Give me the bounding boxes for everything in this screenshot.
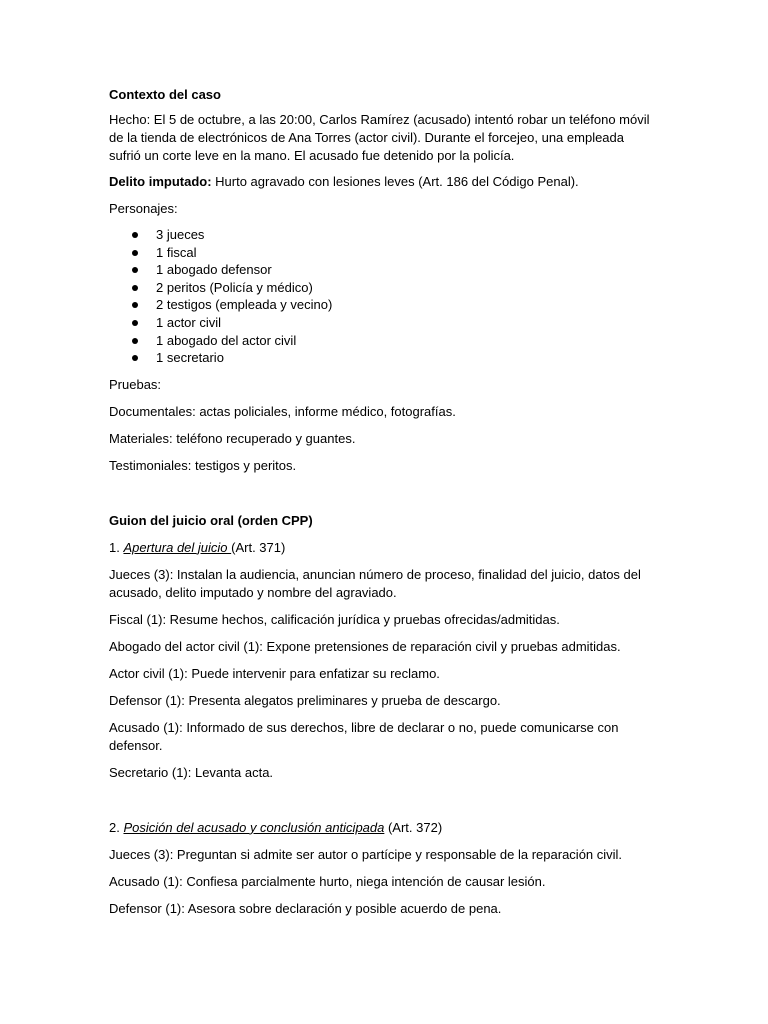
section2-item: Jueces (3): Preguntan si admite ser autor o partícipe y responsable de la reparación civil. bbox=[109, 846, 623, 862]
section1-item: Fiscal (1): Resume hechos, calificación jurídica y pruebas ofrecidas/admitidas. bbox=[109, 611, 560, 627]
section2-item: Acusado (1): Confiesa parcialmente hurto, niega intención de causar lesión. bbox=[109, 873, 546, 889]
bullet-icon bbox=[132, 232, 138, 238]
list-item: 1 abogado defensor bbox=[109, 261, 654, 279]
section1-item: Secretario (1): Levanta acta. bbox=[109, 764, 274, 780]
context-heading: Contexto del caso bbox=[109, 87, 221, 102]
bullet-icon bbox=[132, 250, 138, 256]
section1-item: Actor civil (1): Puede intervenir para enfatizar su reclamo. bbox=[109, 665, 440, 681]
pruebas-testimoniales: Testimoniales: testigos y peritos. bbox=[109, 457, 297, 473]
list-item: 2 testigos (empleada y vecino) bbox=[109, 296, 654, 314]
list-item: 2 peritos (Policía y médico) bbox=[109, 279, 654, 297]
bullet-icon bbox=[132, 320, 138, 326]
section1-item: Defensor (1): Presenta alegatos preliminares y prueba de descargo. bbox=[109, 692, 501, 708]
section1-link: Apertura del juicio bbox=[123, 539, 232, 555]
section2-link: Posición del acusado y conclusión anticipada bbox=[123, 819, 385, 835]
bullet-icon bbox=[132, 302, 138, 308]
list-item: 1 abogado del actor civil bbox=[109, 332, 654, 350]
section1-item: Jueces (3): Instalan la audiencia, anuncian número de proceso, finalidad del juicio, datos del acusado, delito imputado y nombre del agraviado. bbox=[109, 566, 641, 600]
hecho-paragraph: Hecho: El 5 de octubre, a las 20:00, Carlos Ramírez (acusado) intentó robar un teléfono móvil de la tienda de electrónicos de Ana Torres (actor civil). Durante el forcejeo, una empleada sufrió un corte leve en la mano. El acusado fue detenido por la policía. bbox=[109, 112, 650, 163]
personajes-label: Personajes: bbox=[109, 201, 178, 216]
personajes-list bbox=[109, 226, 654, 367]
bullet-icon bbox=[132, 285, 138, 291]
document-body bbox=[109, 86, 654, 918]
pruebas-materiales: Materiales: teléfono recuperado y guantes. bbox=[109, 430, 356, 446]
list-item: 1 actor civil bbox=[109, 314, 654, 332]
section1-title: 1. Apertura del juicio (Art. 371) bbox=[109, 539, 286, 555]
list-item: 1 fiscal bbox=[109, 244, 654, 262]
section1-item: Abogado del actor civil (1): Expone pretensiones de reparación civil y pruebas admitidas. bbox=[109, 638, 621, 654]
bullet-icon bbox=[132, 338, 138, 344]
section2-item: Defensor (1): Asesora sobre declaración y posible acuerdo de pena. bbox=[109, 900, 502, 916]
bullet-icon bbox=[132, 355, 138, 361]
delito-label: Delito imputado: bbox=[109, 174, 212, 189]
guion-heading: Guion del juicio oral (orden CPP) bbox=[109, 512, 313, 528]
delito-paragraph bbox=[109, 173, 654, 191]
list-item: 1 secretario bbox=[109, 349, 654, 367]
delito-text: Hurto agravado con lesiones leves (Art. 186 del Código Penal). bbox=[211, 174, 579, 189]
section1-item: Acusado (1): Informado de sus derechos, libre de declarar o no, puede comunicarse con defensor. bbox=[109, 719, 619, 753]
pruebas-documentales: Documentales: actas policiales, informe médico, fotografías. bbox=[109, 403, 456, 419]
list-item: 3 jueces bbox=[109, 226, 654, 244]
pruebas-label: Pruebas: bbox=[109, 376, 162, 392]
section2-title: 2. Posición del acusado y conclusión anticipada (Art. 372) bbox=[109, 819, 443, 835]
bullet-icon bbox=[132, 267, 138, 273]
